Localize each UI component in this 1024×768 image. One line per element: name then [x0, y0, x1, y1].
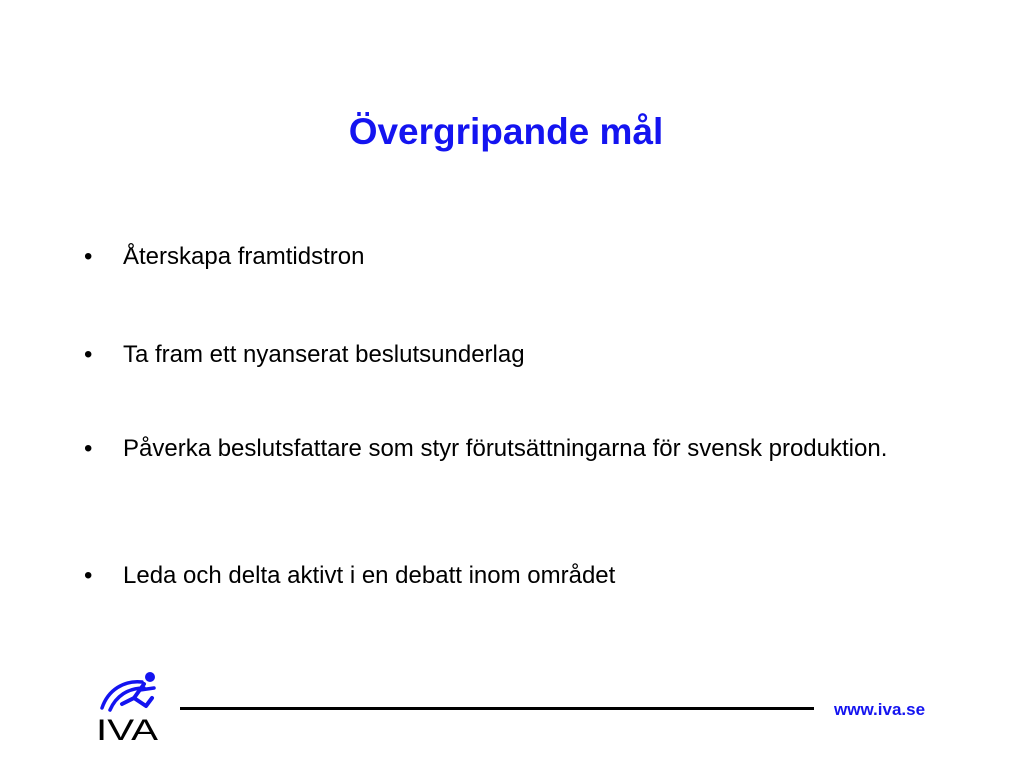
- logo-text: IVA: [96, 714, 158, 744]
- logo-figure-head: [145, 672, 155, 682]
- bullet-marker: •: [84, 562, 93, 589]
- footer-divider: [180, 707, 814, 710]
- bullet-marker: •: [84, 435, 93, 462]
- bullet-text: Ta fram ett nyanserat beslutsunderlag: [123, 341, 525, 368]
- bullet-item: [84, 434, 944, 464]
- iva-logo-icon: [94, 668, 164, 744]
- logo-figure-arm: [140, 688, 154, 690]
- bullet-text: Påverka beslutsfattare som styr förutsättningarna för svensk produktion.: [123, 435, 888, 462]
- bullet-marker: •: [84, 243, 93, 270]
- iva-logo: [94, 668, 164, 744]
- bullet-item: [84, 561, 944, 591]
- logo-figure-leg: [134, 698, 152, 706]
- bullet-item: [84, 242, 944, 272]
- bullet-marker: •: [84, 341, 93, 368]
- bullet-text: Leda och delta aktivt i en debatt inom området: [123, 562, 616, 589]
- bullet-text: Återskapa framtidstron: [123, 243, 365, 270]
- slide-title: Övergripande mål: [348, 111, 664, 152]
- footer-url: www.iva.se: [834, 700, 926, 719]
- bullet-item: [84, 340, 944, 370]
